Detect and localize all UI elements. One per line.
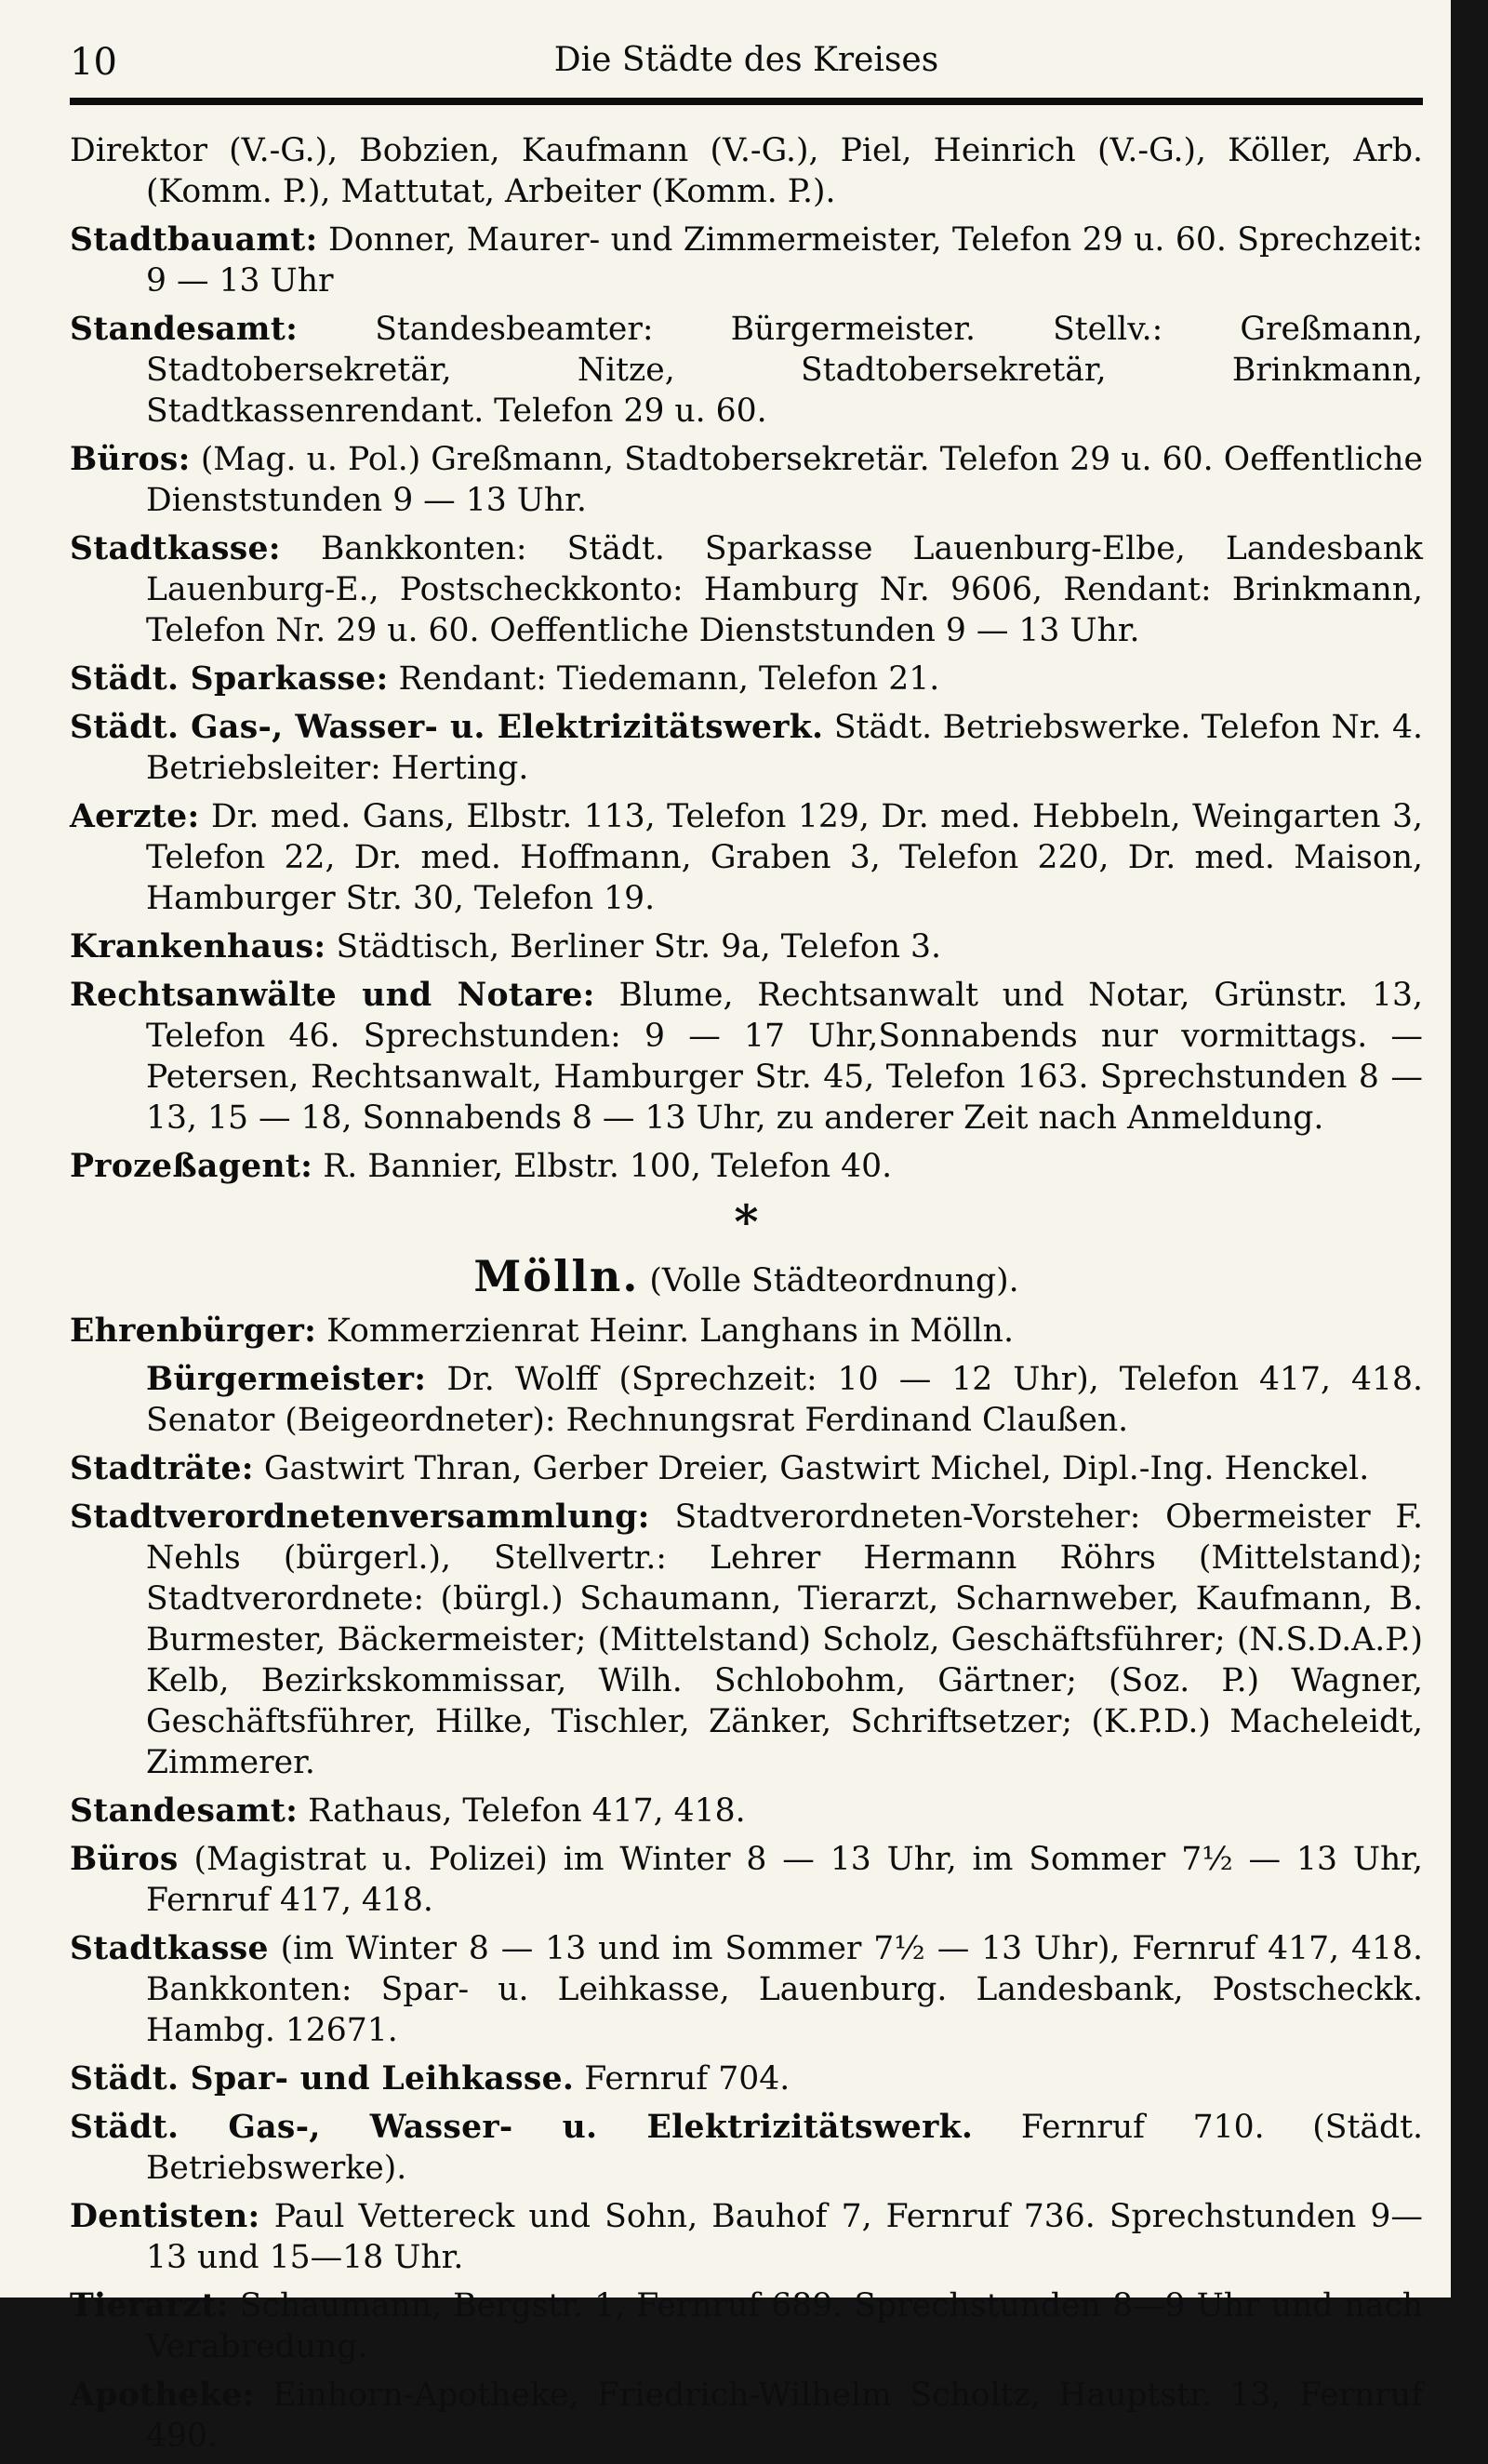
- entry-label: Rechtsanwälte und Notare:: [70, 977, 595, 1014]
- entry-label: Ehrenbürger:: [70, 1312, 317, 1350]
- entry-label: Stadtkasse:: [70, 530, 281, 567]
- entry-label: Tierarzt:: [70, 2287, 229, 2324]
- directory-entry: [70, 2058, 1423, 2099]
- entry-label: Krankenhaus:: [70, 928, 326, 966]
- entry-text: Städt. Betriebswerke. Telefon Nr. 4. Betriebsleiter: Herting.: [146, 709, 1423, 787]
- entry-label: Städt. Sparkasse:: [70, 660, 389, 698]
- page-number: 10: [70, 41, 117, 84]
- entry-label: Stadtkasse: [70, 1930, 269, 1967]
- entry-label: Dentisten:: [70, 2198, 260, 2235]
- section-moelln: [70, 1311, 1423, 2457]
- entry-text: (Magistrat u. Polizei) im Winter 8 — 13 Uhr, im Sommer 7½ — 13 Uhr, Fernruf 417, 418.: [146, 1841, 1423, 1919]
- entry-label: Städt. Spar- und Leihkasse.: [70, 2060, 575, 2098]
- entry-label: Städt. Gas-, Wasser- u. Elektrizitätswerk.: [70, 709, 824, 746]
- entry-text: Donner, Maurer- und Zimmermeister, Telefon 29 u. 60. Sprechzeit: 9 — 13 Uhr: [146, 221, 1424, 300]
- directory-entry: [70, 2196, 1423, 2278]
- entry-text: Schaumann, Bergstr. 1, Fernruf 689. Sprechstunden 8—9 Uhr und nach Verabredung.: [146, 2287, 1423, 2365]
- entry-text: Fernruf 710. (Städt. Betriebswerke).: [146, 2109, 1423, 2187]
- directory-entry: [70, 439, 1423, 521]
- directory-entry: [70, 528, 1423, 651]
- entry-label: Stadtbauamt:: [70, 221, 318, 259]
- page-body: [70, 130, 1423, 2464]
- directory-entry: [70, 1791, 1423, 1831]
- directory-entry: [70, 926, 1423, 967]
- entry-text: Blume, Rechtsanwalt und Notar, Grünstr. 13, Telefon 46. Sprechstunden: 9 — 17 Uhr,Sonnabends nur vormittags. — Petersen, Rechtsanwalt, Hamburger Str. 45, Telefon 163. Sprechstunden 8 — 13, 15 — 18, Sonnabends 8 — 13 Uhr, zu anderer Zeit nach Anmeldung.: [146, 977, 1423, 1137]
- entry-label: Bürgermeister:: [146, 1361, 427, 1398]
- entry-text: Dr. Wolff (Sprechzeit: 10 — 12 Uhr), Telefon 417, 418. Senator (Beigeordneter): Rechnungsrat Ferdinand Claußen.: [146, 1361, 1423, 1439]
- directory-entry: [70, 2107, 1423, 2189]
- entry-text: Gastwirt Thran, Gerber Dreier, Gastwirt Michel, Dipl.-Ing. Henckel.: [263, 1450, 1370, 1487]
- directory-entry: [70, 2375, 1423, 2457]
- entry-text: Direktor (V.-G.), Bobzien, Kaufmann (V.-G.), Piel, Heinrich (V.-G.), Köller, Arb. (Komm. P.), Mattutat, Arbeiter (Komm. P.).: [70, 132, 1423, 210]
- entry-label: Apotheke:: [70, 2377, 255, 2414]
- entry-text: Dr. med. Gans, Elbstr. 113, Telefon 129, Dr. med. Hebbeln, Weingarten 3, Telefon 22, Dr. med. Hoffmann, Graben 3, Telefon 220, Dr. med. Maison, Hamburger Str. 30, Telefon 19.: [146, 798, 1423, 917]
- entry-label: Städt. Gas-, Wasser- u. Elektrizitätswerk.: [70, 2109, 974, 2146]
- entry-label: Stadtverordnetenversammlung:: [70, 1498, 650, 1536]
- directory-entry: [70, 1146, 1423, 1187]
- town-note: (Volle Städteordnung).: [649, 1262, 1019, 1299]
- entry-label: Büros:: [70, 441, 191, 478]
- entry-label: Prozeßagent:: [70, 1148, 313, 1185]
- entry-label: Aerzte:: [70, 798, 200, 835]
- town-heading: [70, 1251, 1423, 1301]
- entry-text: Rathaus, Telefon 417, 418.: [308, 1792, 746, 1830]
- directory-entry: [70, 796, 1423, 919]
- entry-text: Städtisch, Berliner Str. 9a, Telefon 3.: [336, 928, 941, 966]
- entry-text: Standesbeamter: Bürgermeister. Stellv.: Greßmann, Stadtobersekretär, Nitze, Stadtobersekretär, Brinkmann, Stadtkassenrendant. Telefon 29 u. 60.: [146, 311, 1423, 430]
- entry-label: Büros: [70, 1841, 179, 1878]
- entry-text: Kommerzienrat Heinr. Langhans in Mölln.: [326, 1312, 1014, 1350]
- directory-entry: [70, 309, 1423, 432]
- directory-entry: [70, 1311, 1423, 1352]
- directory-entry: [70, 2285, 1423, 2367]
- entry-text: Fernruf 704.: [584, 2060, 790, 2098]
- directory-entry: [70, 130, 1423, 212]
- directory-entry: [70, 707, 1423, 789]
- entry-text: Rendant: Tiedemann, Telefon 21.: [398, 660, 940, 698]
- entry-label: Standesamt:: [70, 311, 299, 348]
- entry-text: Bankkonten: Städt. Sparkasse Lauenburg-Elbe, Landesbank Lauenburg-E., Postscheckkonto: Hamburg Nr. 9606, Rendant: Brinkmann, Telefon Nr. 29 u. 60. Oeffentliche Dienststunden 9 — 13 Uhr.: [146, 530, 1423, 649]
- entry-text: (im Winter 8 — 13 und im Sommer 7½ — 13 Uhr), Fernruf 417, 418. Bankkonten: Spar- u. Leihkasse, Lauenburg. Landesbank, Postscheckk. Hambg. 12671.: [146, 1930, 1423, 2049]
- town-name: Mölln.: [473, 1251, 640, 1301]
- directory-entry: [70, 1839, 1423, 1921]
- entry-text: Einhorn-Apotheke, Friedrich-Wilhelm Scholtz, Hauptstr. 13, Fernruf 490.: [146, 2377, 1423, 2455]
- entry-text: Paul Vettereck und Sohn, Bauhof 7, Fernruf 736. Sprechstunden 9—13 und 15—18 Uhr.: [146, 2198, 1423, 2276]
- section-previous-town: [70, 130, 1423, 1187]
- header-rule: [70, 98, 1423, 105]
- directory-entry: [70, 1448, 1423, 1489]
- section-separator: *: [734, 1194, 759, 1249]
- entry-label: Standesamt:: [70, 1792, 299, 1830]
- running-title: Die Städte des Kreises: [553, 41, 939, 79]
- entry-text: Stadtverordneten-Vorsteher: Obermeister F. Nehls (bürgerl.), Stellvertr.: Lehrer Hermann Röhrs (Mittelstand); Stadtverordnete: (bürgl.) Schaumann, Tierarzt, Scharnweber, Kaufmann, B. Burmester, Bäckermeister; (Mittelstand) Scholz, Geschäftsführer; (N.S.D.A.P.) Kelb, Bezirkskommissar, Wilh. Schlobohm, Gärtner; (Soz. P.) Wagner, Geschäftsführer, Hilke, Tischler, Zänker, Schriftsetzer; (K.P.D.) Macheleidt, Zimmerer.: [146, 1498, 1423, 1781]
- directory-entry: [70, 1359, 1423, 1441]
- directory-entry: [70, 659, 1423, 699]
- page-header: [70, 37, 1423, 93]
- entry-text: (Mag. u. Pol.) Greßmann, Stadtobersekretär. Telefon 29 u. 60. Oeffentliche Dienststunden 9 — 13 Uhr.: [146, 441, 1423, 519]
- directory-entry: [70, 1497, 1423, 1783]
- directory-entry: [70, 220, 1423, 301]
- directory-entry: [70, 975, 1423, 1139]
- entry-label: Stadträte:: [70, 1450, 254, 1487]
- entry-text: R. Bannier, Elbstr. 100, Telefon 40.: [323, 1148, 893, 1185]
- directory-entry: [70, 1928, 1423, 2051]
